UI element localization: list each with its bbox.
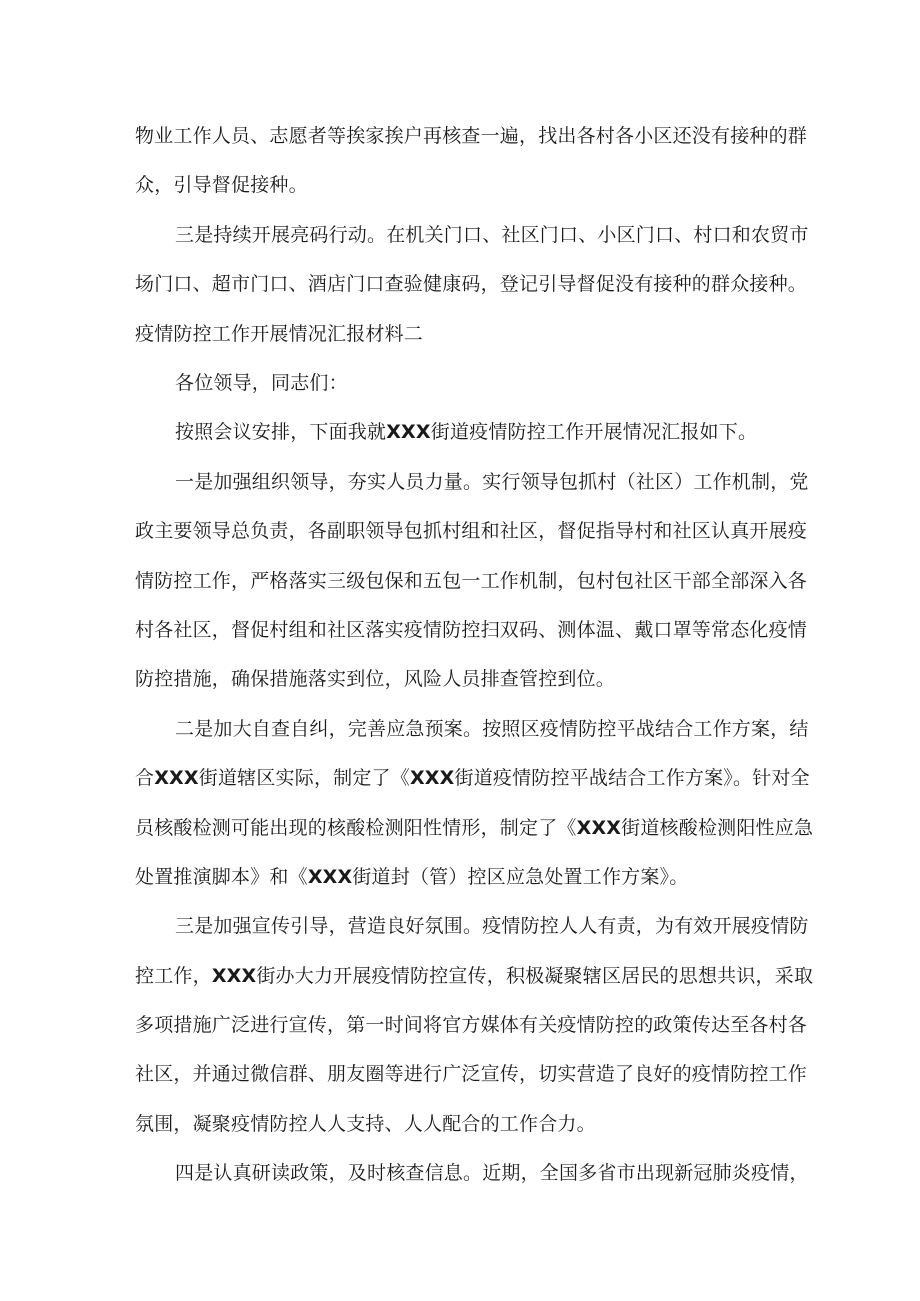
placeholder-bold: XXX xyxy=(211,965,257,987)
text-span: 三是加强宣传引导，营造良好氛围。疫情防控人人有责，为有效开展疫情防 xyxy=(175,915,809,937)
text-span: 街道疫情防控工作开展情况汇报如下。 xyxy=(430,421,758,443)
text-span: 街道辖区实际，制定了《 xyxy=(198,767,410,789)
text-span: 控工作， xyxy=(135,965,212,987)
text-span: 街道封（管）控区应急处置工作方案》。 xyxy=(352,866,689,888)
text-span: 按照会议安排，下面我就 xyxy=(175,421,387,443)
text-span: 村各社区，督促村组和社区落实疫情防控扫双码、测体温、戴口罩等常态化疫情 xyxy=(135,619,808,641)
text-line xyxy=(135,518,808,544)
text-line xyxy=(135,864,795,890)
text-line xyxy=(135,765,810,791)
text-span: 街道疫情防控平战结合工作方案》。针对全 xyxy=(454,767,810,789)
text-line xyxy=(175,469,809,495)
text-span: 众，引导督促接种。 xyxy=(135,174,308,196)
section-heading xyxy=(135,321,795,347)
text-span: 多项措施广泛进行宣传，第一时间将官方媒体有关疫情防控的政策传达至各村各 xyxy=(135,1014,808,1036)
text-line xyxy=(135,815,814,841)
placeholder-bold: XXX xyxy=(386,421,431,443)
salutation xyxy=(175,370,795,396)
text-span: 员核酸检测可能出现的核酸检测阳性情形，制定了《 xyxy=(135,817,577,839)
text-line xyxy=(175,419,795,445)
text-span: 街道核酸检测阳性应急 xyxy=(621,817,814,839)
placeholder-bold: XXX xyxy=(154,767,199,789)
text-line xyxy=(135,568,808,594)
placeholder-bold: XXX xyxy=(409,767,455,789)
text-span: 情防控工作，严格落实三级包保和五包一工作机制，包村包社区干部全部深入各 xyxy=(135,570,808,592)
text-line xyxy=(135,1061,808,1087)
text-line xyxy=(135,1111,795,1137)
text-span: 三是持续开展亮码行动。在机关门口、社区门口、小区门口、村口和农贸市 xyxy=(175,224,809,246)
text-line xyxy=(135,123,808,149)
text-span: 合 xyxy=(135,767,155,789)
text-line xyxy=(175,1160,809,1186)
text-span: 物业工作人员、志愿者等挨家挨户再核查一遍，找出各村各小区还没有接种的群 xyxy=(135,125,808,147)
text-span: 氛围，凝聚疫情防控人人支持、人人配合的工作合力。 xyxy=(135,1113,596,1135)
text-span: 处置推演脚本》和《 xyxy=(135,866,308,888)
placeholder-bold: XXX xyxy=(576,817,622,839)
text-span: 疫情防控工作开展情况汇报材料二 xyxy=(135,323,424,345)
text-line xyxy=(175,222,809,248)
text-span: 四是认真研读政策，及时核查信息。近期，全国多省市出现新冠肺炎疫情， xyxy=(175,1162,809,1184)
text-line xyxy=(135,666,795,692)
text-line xyxy=(135,271,808,297)
text-line xyxy=(175,913,809,939)
text-span: 二是加大自查自纠，完善应急预案。按照区疫情防控平战结合工作方案，结 xyxy=(175,718,809,740)
text-line xyxy=(135,1012,808,1038)
text-line xyxy=(135,963,814,989)
text-span: 社区，并通过微信群、朋友圈等进行广泛宣传，切实营造了良好的疫情防控工作 xyxy=(135,1063,808,1085)
text-line xyxy=(175,716,809,742)
text-line xyxy=(135,617,808,643)
text-span: 政主要领导总负责，各副职领导包抓村组和社区，督促指导村和社区认真开展疫 xyxy=(135,520,808,542)
text-span: 街办大力开展疫情防控宣传，积极凝聚辖区居民的思想共识，采取 xyxy=(256,965,814,987)
text-span: 场门口、超市门口、酒店门口查验健康码，登记引导督促没有接种的群众接种。 xyxy=(135,273,808,295)
placeholder-bold: XXX xyxy=(307,866,353,888)
text-span: 防控措施，确保措施落实到位，风险人员排查管控到位。 xyxy=(135,668,616,690)
text-span: 一是加强组织领导，夯实人员力量。实行领导包抓村（社区）工作机制，党 xyxy=(175,471,809,493)
text-span: 各位领导，同志们： xyxy=(175,372,348,394)
text-line xyxy=(135,172,795,198)
